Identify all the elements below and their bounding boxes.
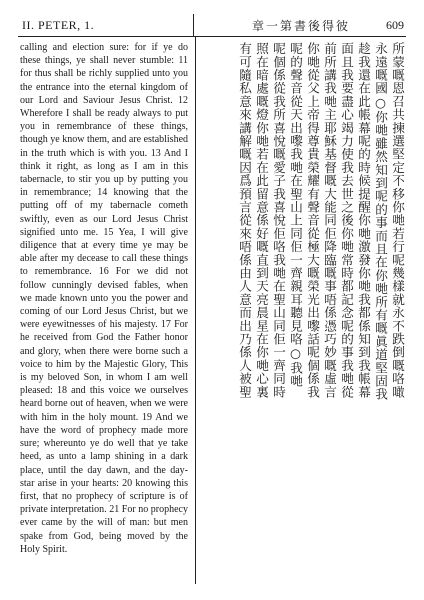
chinese-text-line: 照在暗處嘅燈你哋若在此留意係好嘅直到天亮晨星在你哋心裏 [254, 42, 269, 399]
chinese-text-line: 所蒙嘅恩召共揀選堅定不移你哋若行呢幾樣就永不跌倒嘅咯噉 [390, 42, 405, 399]
page [18, 14, 406, 586]
chinese-text-line: 趁我還在此帳幕呢的時候提醒你哋激發你哋我都係知到我帳幕 [356, 42, 371, 399]
page-number: 609 [386, 18, 404, 32]
english-paragraph: calling and election sure: for if ye do these things, ye shall never stumble: 11 for thus shall be richly supplied unto you the entrance into the eternal kingdom of our Lord and Saviour Jesus Christ. 12 Wherefore I shall be ready always to put you in remembrance of these things, though ye know them, and are established in the truth which is with you. 13 And I think it right, as long as I am in this tabernacle, to stir you up by putting you in remembrance; 14 knowing that the putting off of my tabernacle cometh swiftly, even as our Lord Jesus Christ signified unto me. 15 Yea, I will give diligence that at every time ye may be able after my decease to call these things to remembrance. 16 For we did not follow cunningly devised fables, when we made known unto you the power and coming of our Lord Jesus Christ, but we were eyewitnesses of his majesty. 17 For he received from God the Father honor and glory, when there were borne such a voice to him by the Majestic Glory, This is my beloved Son, in whom I am well pleased: 18 and this voice we ourselves heard borne out of heaven, when we were with him in the holy mount. 19 And we have the word of prophecy made more sure; whereunto ye do well that ye take heed, as unto a lamp shining in a dark place, until the day dawn, and the day-star arise in your hearts: 20 knowing this first, that no prophecy of scripture is of private interpretation. 21 For no prophecy ever came by the will of man: but men spake from God, being moved by the Holy Spirit. [20, 42, 189, 555]
chinese-text-line: 你哋從父上帝得尊貴榮耀有聲音從極大嘅榮光出嚟話呢個係我 [305, 42, 320, 399]
chinese-text-line: 呢個係從我所喜悅嘅愛子我喜悅佢咯我哋在聖山同佢一齊同時 [271, 42, 286, 399]
column-divider [195, 36, 196, 584]
chinese-text-line: 呢的聲音從天出嚟我哋在聖山上同佢一齊親耳聽見咯○我哋 [288, 42, 303, 388]
english-text-column [20, 41, 188, 581]
chinese-text-line: 永遠嘅國○你哋雖然知到呢的事而且在你哋所有嘅眞道堅固我 [373, 42, 388, 401]
chinese-text-line: 有可隨私意來講解嘅因爲預言從來唔係由人意而出乃係人被聖 [237, 42, 252, 399]
chinese-text-line: 面且我要盡心竭力使我去世之後你哋常時都記念呢的事我哋從 [339, 42, 354, 399]
page-header [18, 14, 406, 37]
english-running-title: II. PETER, 1. [22, 18, 95, 32]
header-divider [193, 14, 194, 36]
chinese-text-line: 前所講我哋主耶穌基督嘅大能同佢降臨嘅事唔係憑巧妙嘅虛言 [322, 42, 337, 399]
chinese-text-column [202, 42, 406, 582]
chinese-running-title: 章一第書後得彼 [252, 19, 351, 33]
